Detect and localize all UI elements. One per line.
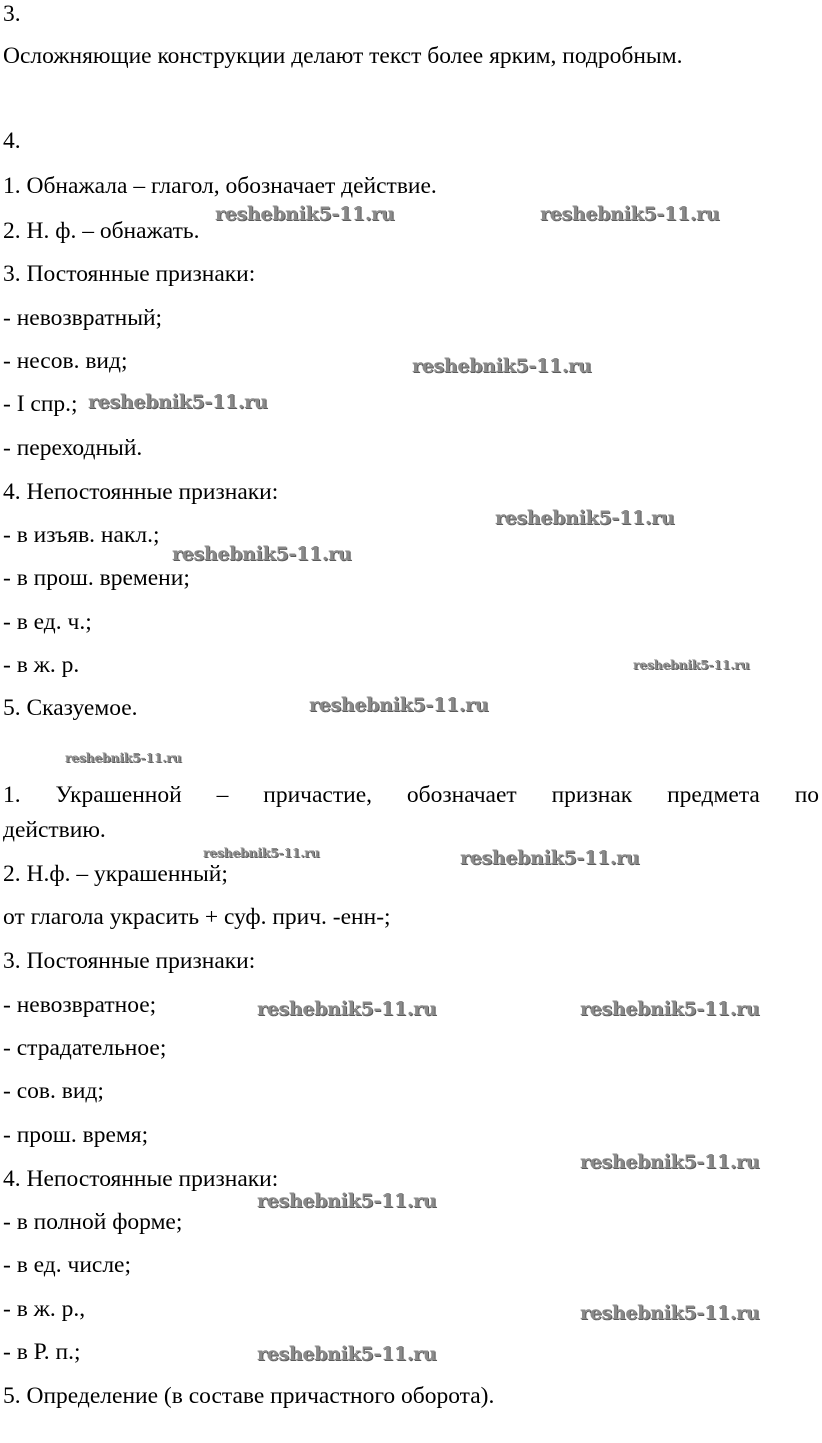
text-line: - в ж. р., <box>3 1296 86 1322</box>
watermark: reshebnik5-11.ru <box>495 507 675 529</box>
text-line: 4. Непостоянные признаки: <box>3 479 279 505</box>
text-line: - в ж. р. <box>3 652 80 678</box>
text-line: - I спр.; <box>3 391 78 417</box>
word: обозначает <box>406 782 517 808</box>
text-line: - в полной форме; <box>3 1209 183 1235</box>
watermark: reshebnik5-11.ru <box>172 543 352 565</box>
text-line: - в Р. п.; <box>3 1339 81 1365</box>
text-line: - сов. вид; <box>3 1078 104 1104</box>
watermark: reshebnik5-11.ru <box>309 694 489 716</box>
word: Украшенной <box>55 782 182 808</box>
text-line: - в ед. числе; <box>3 1252 132 1278</box>
text-line: от глагола украсить + суф. прич. -енн-; <box>3 904 391 930</box>
text-line: - невозвратный; <box>3 305 163 331</box>
text-line: - в ед. ч.; <box>3 609 92 635</box>
text-line: 2. Н. ф. – обнажать. <box>3 218 200 244</box>
watermark: reshebnik5-11.ru <box>65 750 182 765</box>
watermark: reshebnik5-11.ru <box>580 1302 760 1324</box>
watermark: reshebnik5-11.ru <box>580 1151 760 1173</box>
watermark: reshebnik5-11.ru <box>203 845 320 860</box>
text-line: действию. <box>3 817 106 843</box>
text-line: - невозвратное; <box>3 992 157 1018</box>
justified-text-line <box>3 781 819 809</box>
watermark: reshebnik5-11.ru <box>257 998 437 1020</box>
watermark: reshebnik5-11.ru <box>633 657 750 672</box>
text-line: 5. Сказуемое. <box>3 695 138 721</box>
word: 1. <box>3 782 21 808</box>
section-number-4: 4. <box>3 128 21 154</box>
text-line: 3. Постоянные признаки: <box>3 261 256 287</box>
text-line: - в изъяв. накл.; <box>3 522 160 548</box>
text-line: 1. Обнажала – глагол, обозначает действие. <box>3 173 437 199</box>
word: признак <box>551 782 633 808</box>
word: причастие, <box>263 782 373 808</box>
word: – <box>216 782 229 808</box>
watermark: reshebnik5-11.ru <box>540 203 720 225</box>
section-number-3: 3. <box>3 1 21 27</box>
text-line: - переходный. <box>3 435 143 461</box>
text-line: 2. Н.ф. – украшенный; <box>3 861 228 887</box>
watermark: reshebnik5-11.ru <box>257 1190 437 1212</box>
watermark: reshebnik5-11.ru <box>257 1343 437 1365</box>
text-line: 3. Постоянные признаки: <box>3 948 256 974</box>
text-line: 4. Непостоянные признаки: <box>3 1166 279 1192</box>
watermark: reshebnik5-11.ru <box>460 847 640 869</box>
text-line: - прош. время; <box>3 1122 149 1148</box>
word: по <box>794 782 820 808</box>
text-line: Осложняющие конструкции делают текст более ярким, подробным. <box>3 43 683 69</box>
text-line: 5. Определение (в составе причастного оборота). <box>3 1383 495 1409</box>
watermark: reshebnik5-11.ru <box>215 203 395 225</box>
watermark: reshebnik5-11.ru <box>88 391 268 413</box>
watermark: reshebnik5-11.ru <box>412 355 592 377</box>
text-line: - страдательное; <box>3 1035 167 1061</box>
text-line: - несов. вид; <box>3 348 128 374</box>
word: предмета <box>667 782 760 808</box>
watermark: reshebnik5-11.ru <box>580 998 760 1020</box>
text-line: - в прош. времени; <box>3 565 190 591</box>
